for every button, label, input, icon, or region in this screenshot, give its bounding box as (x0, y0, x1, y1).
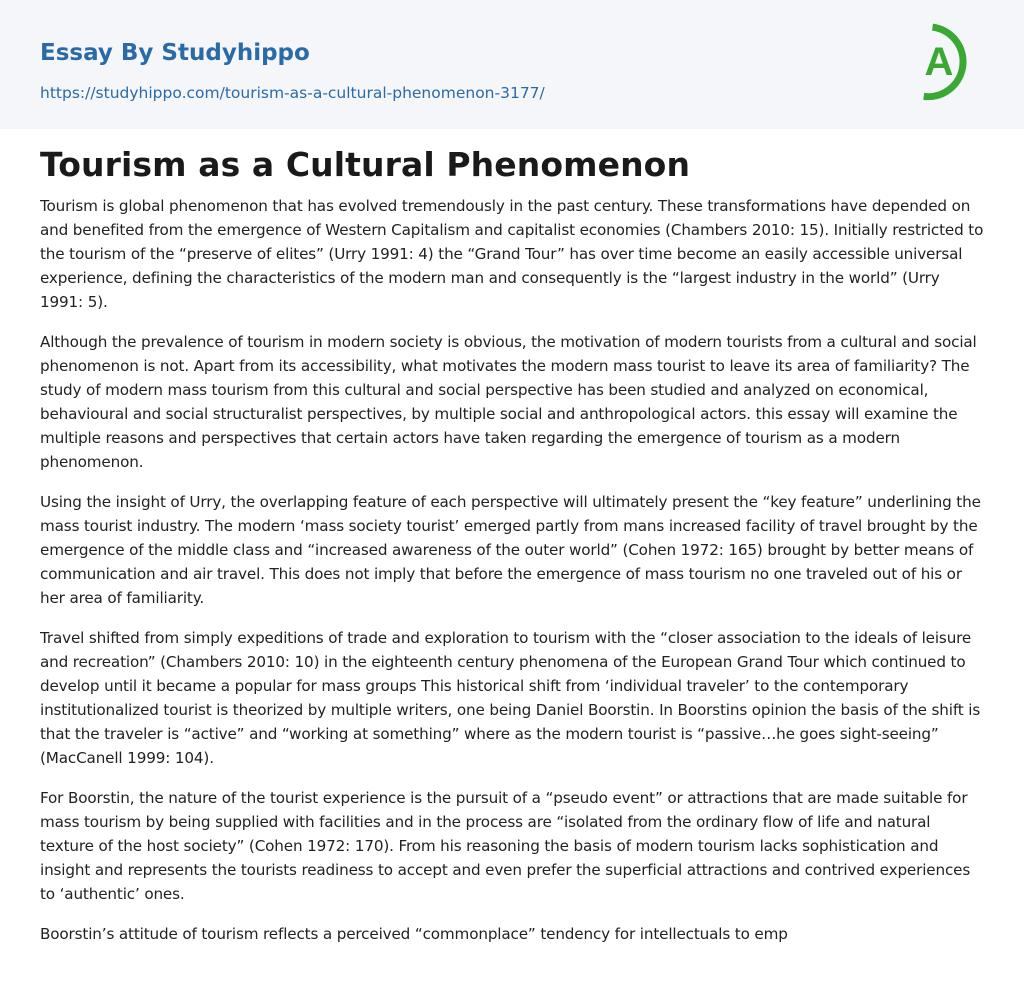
source-url-link[interactable]: https://studyhippo.com/tourism-as-a-cultural-phenomenon-3177/ (40, 84, 545, 102)
essay-paragraph: Tourism is global phenomenon that has evolved tremendously in the past century. These transformations have depended on and benefited from the emergence of Western Capitalism and capitalist economies (Chambers 2010: 15). Initially restricted to the tourism of the “preserve of elites” (Urry 1991: 4) the “Grand Tour” has over time become an easily accessible universal experience, defining the characteristics of the modern man and consequently is the “largest industry in the world” (Urry 1991: 5). (40, 197, 984, 311)
essay-paragraph: For Boorstin, the nature of the tourist experience is the pursuit of a “pseudo event” or attractions that are made suitable for mass tourism by being supplied with facilities and in the process are “isolated from the ordinary flow of life and natural texture of the host society” (Cohen 1972: 170). From his reasoning the basis of modern tourism lacks sophistication and insight and represents the tourists readiness to accept and even prefer the superficial attractions and contrived experiences to ‘authentic’ ones. (40, 789, 971, 903)
essay-paragraph: Boorstin’s attitude of tourism reflects a perceived “commonplace” tendency for intellectuals to emp (40, 925, 788, 943)
site-header (0, 0, 1024, 129)
studyhippo-logo-icon[interactable] (912, 18, 986, 106)
brand-title[interactable]: Essay By Studyhippo (40, 40, 310, 66)
page-title: Tourism as a Cultural Phenomenon (40, 145, 691, 184)
essay-paragraph: Although the prevalence of tourism in modern society is obvious, the motivation of modern tourists from a cultural and social phenomenon is not. Apart from its accessibility, what motivates the modern mass tourist to leave its area of familiarity? The study of modern mass tourism from this cultural and social perspective has been studied and analyzed on economical, behavioural and social structuralist perspectives, by multiple social and anthropological actors. this essay will examine the multiple reasons and perspectives that certain actors have taken regarding the emergence of tourism as a modern phenomenon. (40, 333, 977, 471)
essay-paragraph: Using the insight of Urry, the overlapping feature of each perspective will ultimately present the “key feature” underlining the mass tourist industry. The modern ‘mass society tourist’ emerged partly from mans increased facility of travel brought by the emergence of the middle class and “increased awareness of the outer world” (Cohen 1972: 165) brought by better means of communication and air travel. This does not imply that before the emergence of mass tourism no one traveled out of his or her area of familiarity. (40, 493, 981, 607)
essay-body (40, 194, 984, 962)
essay-paragraph: Travel shifted from simply expeditions of trade and exploration to tourism with the “closer association to the ideals of leisure and recreation” (Chambers 2010: 10) in the eighteenth century phenomena of the European Grand Tour which continued to develop until it became a popular for mass groups This historical shift from ‘individual traveler’ to the contemporary institutionalized tourist is theorized by multiple writers, one being Daniel Boorstin. In Boorstins opinion the basis of the shift is that the traveler is “active” and “working at something” where as the modern tourist is “passive…he goes sight-seeing” (MacCanell 1999: 104). (40, 629, 981, 767)
logo-letter: A (924, 40, 954, 84)
